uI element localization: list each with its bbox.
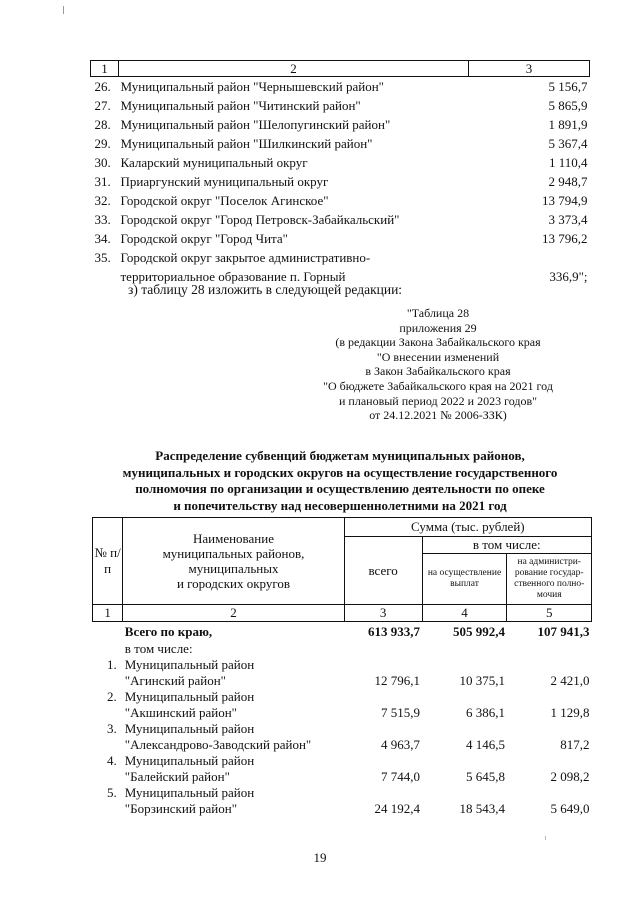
header-line: рование государ- — [514, 568, 584, 578]
header-cell: 2 — [119, 61, 469, 77]
row-name: Муниципальный район — [124, 785, 255, 800]
row-number: 4. — [107, 753, 117, 768]
table-row — [93, 673, 592, 689]
header-line: мочия — [536, 590, 562, 600]
row-number: 26. — [94, 79, 111, 94]
row-name: Городской округ "Город Чита" — [120, 231, 288, 246]
table-row — [91, 172, 590, 191]
table-row — [91, 248, 590, 267]
row-name: Приаргунский муниципальный округ — [120, 174, 329, 189]
note-line: в Закон Забайкальского края — [365, 364, 511, 379]
row-number: 33. — [94, 212, 111, 227]
table-reference-note — [300, 306, 576, 423]
main-table — [92, 517, 592, 817]
row-name: Муниципальный район — [124, 689, 255, 704]
title-line: Распределение субвенций бюджетам муниципальных районов, — [155, 448, 525, 463]
col-name-header — [123, 518, 344, 605]
table-row — [91, 229, 590, 248]
row-number: 32. — [94, 193, 111, 208]
note-line: и плановый период 2022 и 2023 годов" — [338, 393, 538, 408]
row-payments: 6 386,1 — [465, 705, 505, 720]
row-value: 5 865,9 — [548, 98, 588, 113]
index-cell: 5 — [507, 605, 592, 622]
row-number: 5. — [107, 785, 117, 800]
row-payments: 5 645,8 — [465, 769, 505, 784]
row-name: Муниципальный район "Шелопугинский район" — [120, 117, 391, 132]
table-row — [91, 96, 590, 115]
row-value: 2 948,7 — [548, 174, 588, 189]
table-row — [91, 134, 590, 153]
row-name-continued: "Балейский район" — [124, 769, 230, 784]
incl-label: в том числе: — [124, 641, 193, 656]
table-row — [93, 753, 592, 769]
row-name-continued: "Акшинский район" — [124, 705, 237, 720]
note-line: (в редакции Закона Забайкальского края — [335, 335, 541, 350]
page-number: 19 — [313, 850, 327, 865]
row-number: 31. — [94, 174, 111, 189]
table-row — [91, 210, 590, 229]
header-line: и городских округов — [176, 576, 291, 591]
row-value: 3 373,4 — [548, 212, 588, 227]
index-cell: 2 — [123, 605, 344, 622]
index-cell: 1 — [93, 605, 123, 622]
row-number: 29. — [94, 136, 111, 151]
row-name-continued: территориальное образование п. Горный — [120, 269, 346, 284]
table-row — [93, 705, 592, 721]
row-number: 30. — [94, 155, 111, 170]
index-cell: 3 — [344, 605, 422, 622]
row-payments: 18 543,4 — [459, 801, 505, 816]
row-name: Городской округ "Поселок Агинское" — [120, 193, 329, 208]
scan-mark — [545, 836, 546, 840]
row-admin: 817,2 — [560, 737, 590, 752]
col-admin-header — [507, 554, 592, 605]
row-name: Муниципальный район "Шилкинский район" — [120, 136, 373, 151]
header-line: Наименование — [192, 531, 274, 546]
top-table-header — [91, 61, 590, 77]
row-name: Муниципальный район — [124, 753, 255, 768]
row-admin: 5 649,0 — [550, 801, 590, 816]
row-number: 2. — [107, 689, 117, 704]
row-number: 28. — [94, 117, 111, 132]
row-value: 5 367,4 — [548, 136, 588, 151]
row-number: 34. — [94, 231, 111, 246]
table-row — [91, 153, 590, 172]
column-index-row — [93, 605, 592, 622]
scan-mark — [63, 6, 64, 14]
title-line: и попечительству над несовершеннолетними на 2021 год — [173, 497, 507, 513]
table-row — [91, 115, 590, 134]
row-total: 24 192,4 — [374, 801, 421, 816]
sum-header: Сумма (тыс. рублей) — [344, 518, 591, 537]
header-row — [93, 518, 592, 537]
header-cell: 3 — [469, 61, 590, 77]
col-payments-header: на осуществление выплат — [422, 554, 507, 605]
row-admin: 2 098,2 — [550, 769, 590, 784]
table-row — [93, 785, 592, 801]
total-row — [93, 622, 592, 642]
row-name: Муниципальный район — [124, 721, 255, 736]
row-total: 7 515,9 — [381, 705, 421, 720]
table-row — [93, 657, 592, 673]
row-number: 35. — [94, 250, 111, 265]
total-admin-value: 107 941,3 — [537, 624, 590, 639]
table-row — [91, 191, 590, 210]
top-table — [90, 60, 590, 286]
header-line: на администри- — [517, 557, 581, 567]
header-cell: 1 — [91, 61, 119, 77]
row-value: 1 110,4 — [548, 155, 588, 170]
row-value: 13 794,9 — [542, 193, 588, 208]
title-line: полномочия по организации и осуществлению деятельности по опеке — [135, 481, 545, 496]
note-line: приложения 29 — [399, 320, 477, 335]
row-value: 5 156,7 — [548, 79, 588, 94]
row-value: 1 891,9 — [548, 117, 588, 132]
row-payments: 10 375,1 — [459, 673, 505, 688]
row-total: 7 744,0 — [381, 769, 421, 784]
row-name: Муниципальный район "Чернышевский район" — [120, 79, 384, 94]
col-total-header: всего — [344, 537, 422, 605]
amendment-paragraph: з) таблицу 28 изложить в следующей редакции: — [128, 282, 403, 297]
note-line: "О внесении изменений — [376, 349, 500, 364]
row-admin: 2 421,0 — [550, 673, 590, 688]
row-admin: 1 129,8 — [550, 705, 590, 720]
table-row — [93, 769, 592, 785]
header-line: муниципальных районов, — [162, 546, 305, 561]
table-row — [93, 801, 592, 817]
row-total: 4 963,7 — [381, 737, 421, 752]
incl-header: в том числе: — [422, 537, 591, 554]
index-cell: 4 — [422, 605, 507, 622]
row-value: 336,9"; — [549, 269, 588, 284]
row-total: 12 796,1 — [374, 673, 421, 688]
row-number: 1. — [107, 657, 117, 672]
row-payments: 4 146,5 — [465, 737, 505, 752]
incl-row — [93, 641, 592, 657]
row-name: Муниципальный район "Читинский район" — [120, 98, 361, 113]
row-name-continued: "Борзинский район" — [124, 801, 238, 816]
row-number: 27. — [94, 98, 111, 113]
table-row — [93, 737, 592, 753]
total-payments-value: 505 992,4 — [452, 624, 505, 639]
table-title — [90, 448, 590, 514]
title-line: муниципальных и городских округов на осуществление государственного — [122, 464, 558, 480]
row-name-continued: "Агинский район" — [124, 673, 226, 688]
header-line: муниципальных — [188, 561, 279, 576]
note-line: "О бюджете Забайкальского края на 2021 год — [323, 378, 553, 393]
note-line: от 24.12.2021 № 2006-ЗЗК) — [369, 408, 507, 423]
row-name: Муниципальный район — [124, 657, 255, 672]
row-name: Городской округ "Город Петровск-Забайкальский" — [120, 212, 400, 227]
total-value: 613 933,7 — [368, 624, 421, 639]
row-name: Каларский муниципальный округ — [120, 155, 308, 170]
table-row — [93, 721, 592, 737]
col-num-header: № п/п — [93, 518, 123, 605]
total-label: Всего по краю, — [124, 624, 213, 639]
header-line: ственного полно- — [514, 579, 585, 589]
row-name: Городской округ закрытое административно- — [120, 250, 371, 265]
note-line: "Таблица 28 — [406, 306, 470, 320]
table-row — [91, 77, 590, 97]
row-value: 13 796,2 — [542, 231, 588, 246]
row-number: 3. — [107, 721, 117, 736]
table-row — [93, 689, 592, 705]
row-name-continued: "Александрово-Заводский район" — [124, 737, 312, 752]
